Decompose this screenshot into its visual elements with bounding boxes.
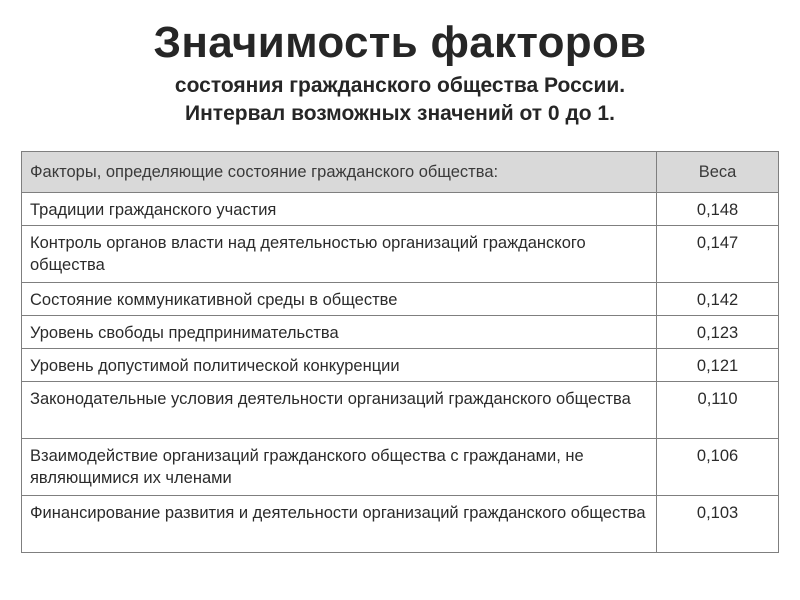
table-header-row [22, 152, 779, 193]
table-row [22, 439, 779, 496]
page-title: Значимость факторов [153, 18, 647, 67]
subtitle-line-1: состояния гражданского общества России. [174, 74, 626, 97]
table-row [22, 193, 779, 226]
factor-cell: Взаимодействие организаций гражданского общества с гражданами, не являющимися их членами [22, 439, 657, 496]
factor-cell: Контроль органов власти над деятельностью организаций гражданского общества [22, 226, 657, 283]
page-subtitle [0, 72, 800, 128]
header-factor: Факторы, определяющие состояние гражданского общества: [22, 152, 657, 193]
table-row [22, 316, 779, 349]
table-row [22, 349, 779, 382]
weight-cell: 0,106 [657, 439, 779, 496]
factor-cell: Традиции гражданского участия [22, 193, 657, 226]
title-block [0, 18, 800, 128]
factor-cell: Законодательные условия деятельности организаций гражданского общества [22, 382, 657, 439]
factor-cell: Уровень допустимой политической конкуренции [22, 349, 657, 382]
factor-cell: Финансирование развития и деятельности организаций гражданского общества [22, 496, 657, 553]
table-row [22, 382, 779, 439]
weight-cell: 0,148 [657, 193, 779, 226]
header-weight: Веса [657, 152, 779, 193]
weight-cell: 0,121 [657, 349, 779, 382]
weight-cell: 0,147 [657, 226, 779, 283]
weight-cell: 0,123 [657, 316, 779, 349]
weight-cell: 0,110 [657, 382, 779, 439]
subtitle-line-2: Интервал возможных значений от 0 до 1. [185, 102, 615, 125]
weight-cell: 0,142 [657, 283, 779, 316]
factor-cell: Состояние коммуникативной среды в обществе [22, 283, 657, 316]
weight-cell: 0,103 [657, 496, 779, 553]
table-row [22, 496, 779, 553]
factor-cell: Уровень свободы предпринимательства [22, 316, 657, 349]
table-row [22, 226, 779, 283]
factors-table [21, 151, 779, 553]
table-row [22, 283, 779, 316]
